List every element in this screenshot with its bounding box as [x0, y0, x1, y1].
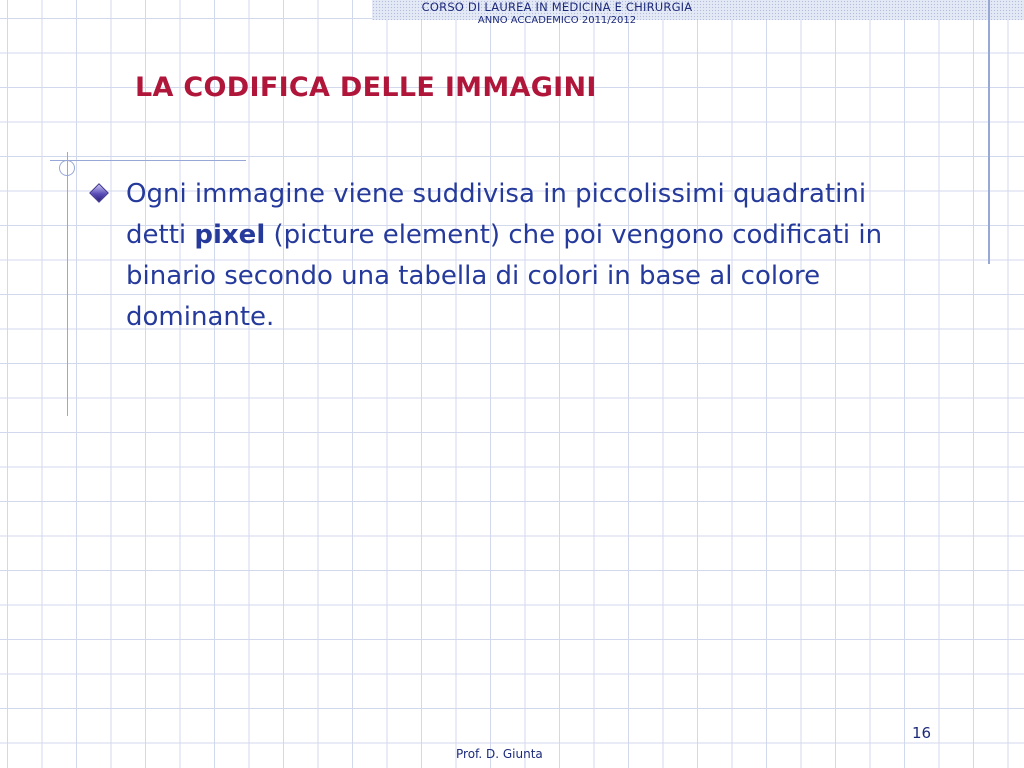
right-vertical-rule: [988, 0, 990, 264]
bullet-text: [126, 174, 916, 338]
slide-title: LA CODIFICA DELLE IMMAGINI: [135, 72, 597, 103]
left-vertical-rule: [67, 152, 68, 416]
circle-ornament: [59, 160, 75, 176]
course-header: [372, 1, 742, 27]
bullet-text-before: Ogni immagine viene suddivisa in piccolissimi quadratini detti: [126, 179, 867, 250]
bullet-bold-word: pixel: [194, 220, 266, 250]
horizontal-rule: [50, 160, 246, 161]
academic-year: ANNO ACCADEMICO 2011/2012: [477, 14, 637, 26]
bullet-text-after: (picture element) che poi vengono codificati in binario secondo una tabella di colori in base al colore dominante.: [126, 220, 883, 332]
slide-number: 16: [912, 724, 932, 742]
footer-author: Prof. D. Giunta: [456, 747, 543, 761]
course-name: CORSO DI LAUREA IN MEDICINA E CHIRURGIA: [421, 0, 693, 14]
bullet-diamond-icon: [89, 183, 109, 203]
